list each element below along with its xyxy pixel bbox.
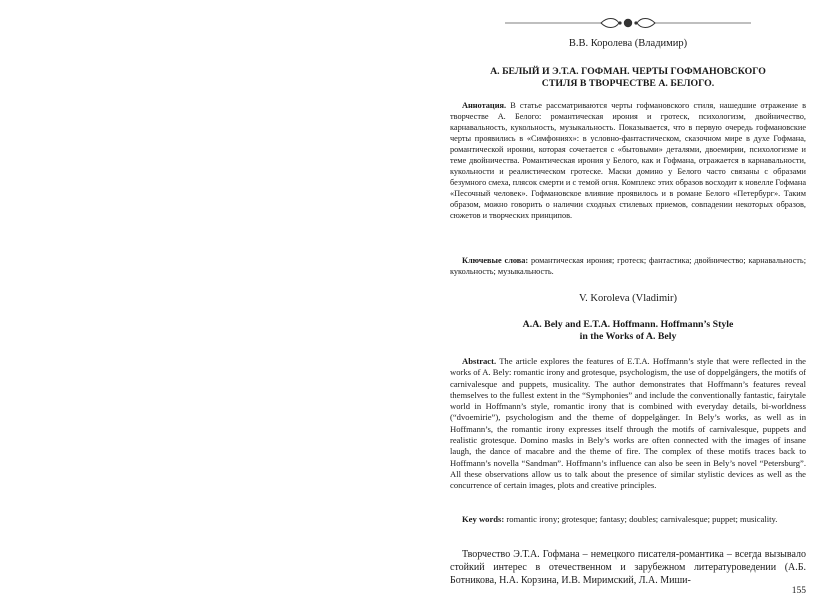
abstract-ru-label: Аннотация. (462, 101, 507, 110)
keywords-en (450, 514, 806, 525)
body-paragraph: Творчество Э.Т.А. Гофмана – немецкого писателя-романтика – всегда вызывало стойкий интерес в отечественном и зарубежном литературоведении (А.Б. Ботникова, Н.А. Корзина, И.В. Миримский, Л.А. Миши- (450, 549, 806, 586)
article-title-ru (450, 66, 806, 90)
keywords-ru (450, 255, 806, 277)
author-ru: В.В. Королева (Владимир) (568, 38, 688, 49)
keywords-ru-label: Ключевые слова: (462, 256, 529, 265)
title-ru-line: СТИЛЯ В ТВОРЧЕСТВЕ А. БЕЛОГО. (541, 78, 715, 89)
abstract-en-text: The article explores the features of E.T.A. Hoffmann’s style that were reflected in the works of A. Bely: romantic irony and grotesque, psychologism, the use of doppelgängers, the motifs of carnivalesque and puppets, musicality. The author demonstrates that Hoffmann’s features reveal themselves to the fullest extent in the “Symphonies” and include the conventionally fantastic, fairytale world in Hoffmann’s style, romantic irony that is combined with everyday details, bi-worldness (“dvoemirie”), psychologism and the theme of doppelgänger. In Bely’s works, as well as in Hoffmann’s, the romantic irony expresses itself through the motifs of carnivalesque, puppets and realistic grotesque. Domino masks in Bely’s works are often connected with the images of insane laugh, the dance of macabre and the theme of fire. The complex of these motifs traces back to Hoffmann’s novella “Sandman”. Hoffmann’s influence can also be seen in Bely’s novel “Petersburg”. All these observations allow us to talk about the presence of similar stylistic devices as well as the concurrence of certain images, plots and creative principles. (450, 356, 806, 491)
title-en-line: A.A. Bely and E.T.A. Hoffmann. Hoffmann’s Style (522, 319, 734, 330)
keywords-en-label: Key words: (462, 514, 505, 524)
title-ru-line: А. БЕЛЫЙ И Э.Т.А. ГОФМАН. ЧЕРТЫ ГОФМАНОВСКОГО (490, 66, 766, 77)
author-en: V. Koroleva (Vladimir) (578, 293, 678, 304)
header-ornament-icon (505, 16, 751, 30)
journal-page (450, 10, 806, 605)
abstract-en (450, 356, 806, 492)
page-number: 155 (791, 586, 806, 596)
title-en-line: in the Works of A. Bely (579, 331, 677, 342)
abstract-en-label: Abstract. (462, 356, 497, 366)
abstract-ru-text: В статье рассматриваются черты гофмановского стиля, нашедшие отражение в творчестве А. Белого: романтическая ирония и гротеск, психологизм, двойничество, карнавальность, кукольность, музыкальность. Показывается, что в первую очередь гофмановские черты проявились в «Симфониях»: в условно-фантастическом, сказочном мире в духе Гофмана, романтической иронии, которая сочетается с «бытовыми» деталями, двоемирии, психологизме и теме двойничества. Романтическая ирония у Белого, как и Гофмана, отражается в карнавальности, кукольности и реалистическом гротеске. Маски домино у Белого часто связаны с образами безумного смеха, плясок смерти и с темой огня. Комплекс этих образов восходит к новелле Гофмана «Песочный человек». Гофмановское влияние проявилось и в романе Белого «Петербург». Таким образом, можно говорить о наличии сходных стилевых приемов, совпадении некоторых образов, сюжетов и творческих принципов. (450, 101, 806, 220)
abstract-ru (450, 100, 806, 221)
keywords-en-text: romantic irony; grotesque; fantasy; doubles; carnivalesque; puppet; musicality. (506, 514, 778, 524)
article-title-en (450, 319, 806, 343)
keywords-ru-text: романтическая ирония; гротеск; фантастика; двойничество; карнавальность; кукольность; музыкальность. (450, 256, 806, 276)
